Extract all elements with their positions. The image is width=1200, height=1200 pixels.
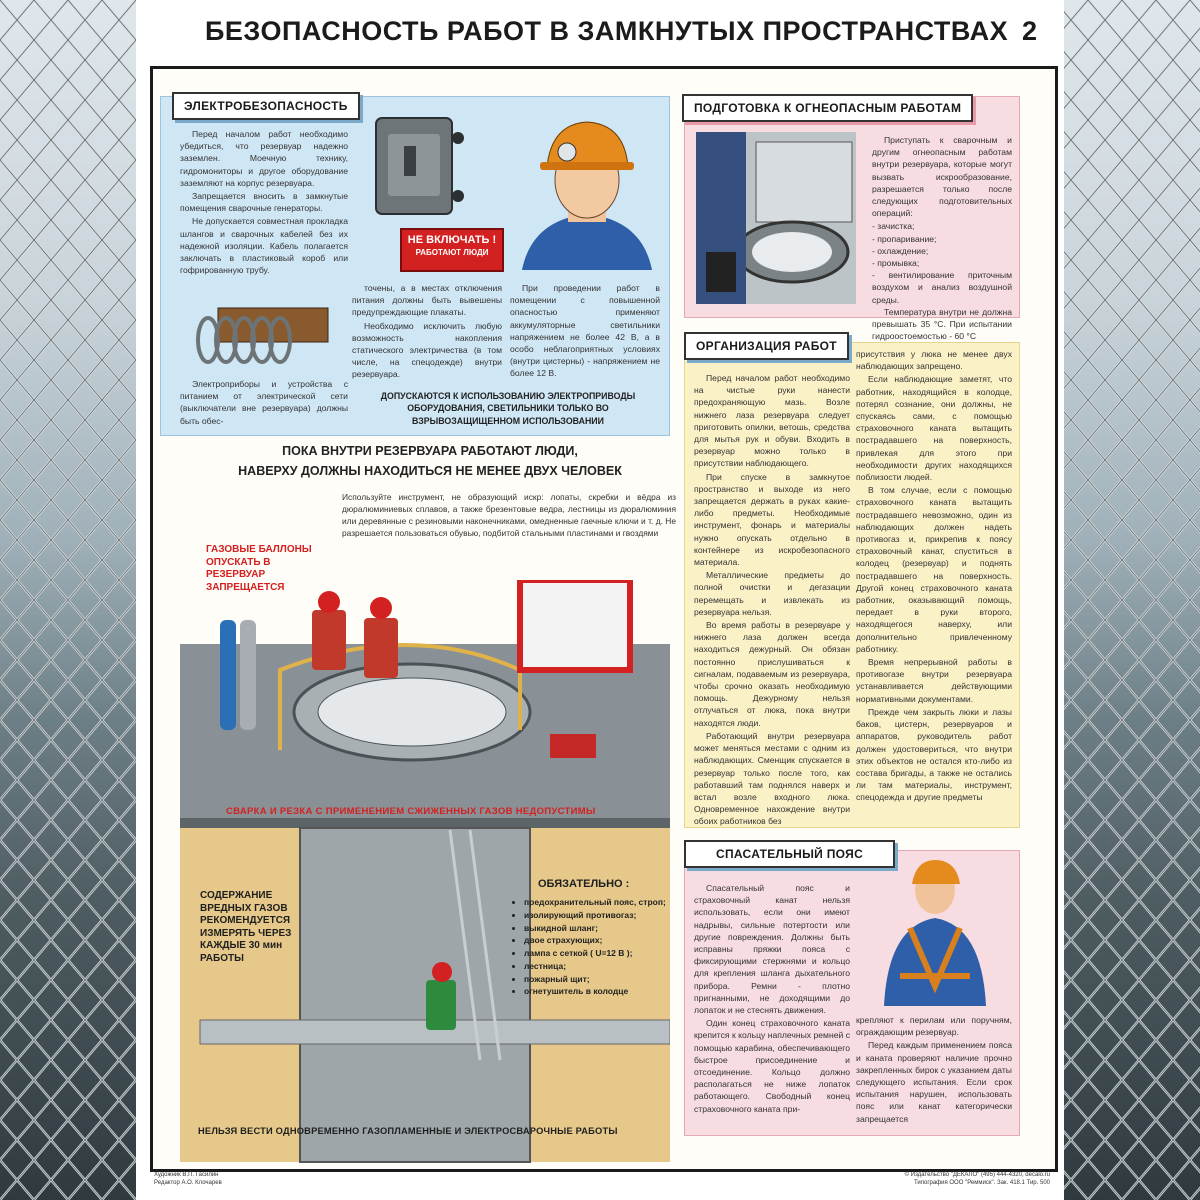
mandatory-item: • двое страхующих;	[524, 934, 674, 947]
mandatory-title: ОБЯЗАТЕЛЬНО :	[538, 878, 630, 890]
tank-scene-illustration	[180, 580, 670, 1170]
mandatory-item: • лестница;	[524, 960, 674, 973]
electro-text-2	[180, 378, 348, 428]
mandatory-item: • лампа с сеткой ( U=12 В );	[524, 947, 674, 960]
mandatory-item: • изолирующий противогаз;	[524, 909, 674, 922]
credits-right	[874, 1172, 1050, 1188]
bottom-warning: НЕЛЬЗЯ ВЕСТИ ОДНОВРЕМЕННО ГАЗОПЛАМЕННЫЕ И ЭЛЕКТРОСВАРОЧНЫЕ РАБОТЫ	[198, 1126, 618, 1136]
fire-item: - пропаривание;	[872, 233, 937, 244]
electro-note: ДОПУСКАЮТСЯ К ИСПОЛЬЗОВАНИЮ ЭЛЕКТРОПРИВОДЫ ОБОРУДОВАНИЯ, СВЕТИЛЬНИКИ ТОЛЬКО ВО ВЗРЫВОЗАЩИЩЕННОМ ИСПОЛЬЗОВАНИИ	[380, 391, 636, 426]
fire-item: - вентилирование приточным воздухом и анализ воздушной среды.	[872, 270, 1012, 305]
org-col2-p: Время непрерывной работы в противогазе внутри резервуара устанавливается действующими нормативными документами.	[856, 657, 1012, 704]
manhole-illustration	[696, 132, 856, 304]
belt-col2-p: Перед каждым применением пояса и каната проверяют наличие прочно закрепленных бирок с указанием даты следующего испытания. Если срок испытания нарушен, использовать пояс или канат категорически запрещается	[856, 1040, 1012, 1124]
worker-helmet-illustration	[512, 110, 662, 270]
fire-item: - охлаждение;	[872, 245, 929, 256]
mandatory-list	[512, 896, 674, 998]
org-col2-p: Если наблюдающие заметят, что работник, находящийся в колодце, потерял сознание, они должны, не спускаясь сами, с помощью страховочного каната вытащить пострадавшего на поверхность, привлекая для этого при необходимости других находящихся поблизости людей.	[856, 374, 1012, 483]
electro-p3: Не допускается совместная прокладка шлангов и сварочных кабелей без их надежной изоляции. Кабель полагается заключать в пластиковый короб или гофрированную трубу.	[180, 216, 348, 276]
tools-text: Используйте инструмент, не образующий искр: лопаты, скребки и вёдра из дюралюминиевых сплавов, а также брезентовые ведра, лестницы из дюралюминия или деревянные с резиновыми наконечниками, омедненные гаечные ключи и т. д. Не разрешается пользоваться обувью, подбитой стальными пластинами и гвоздями	[342, 492, 676, 538]
mandatory-item: • выкидной шланг;	[524, 922, 674, 935]
belt-col2-p: крепляют к перилам или поручням, ограждающим резервуар.	[856, 1015, 1012, 1038]
poster-title: БЕЗОПАСНОСТЬ РАБОТ В ЗАМКНУТЫХ ПРОСТРАНСТВАХ	[205, 16, 1009, 46]
org-col1-p: Металлические предметы до полной очистки и дегазации перемещать и извлекать из резервуара нельзя.	[694, 570, 850, 617]
gas-measure-note: СОДЕРЖАНИЕ ВРЕДНЫХ ГАЗОВ РЕКОМЕНДУЕТСЯ ИЗМЕРЯТЬ ЧЕРЕЗ КАЖДЫЕ 30 мин РАБОТЫ	[200, 890, 292, 964]
page-number: 2	[1022, 16, 1038, 46]
credit-printer: Типография ООО "Реммиск". Зак. 418.1 Тир. 500	[913, 1179, 1050, 1186]
weld-warning: СВАРКА И РЕЗКА С ПРИМЕНЕНИЕМ СЖИЖЕННЫХ ГАЗОВ НЕДОПУСТИМЫ	[226, 806, 596, 817]
sign-line-2: РАБОТАЮТ ЛЮДИ	[415, 248, 489, 257]
credit-publisher: © Издательство "ДЕКАЛО" (495) 444-4320, decalo.ru	[904, 1172, 1050, 1178]
headline-line-2: НАВЕРХУ ДОЛЖНЫ НАХОДИТЬСЯ НЕ МЕНЕЕ ДВУХ ЧЕЛОВЕК	[238, 464, 622, 478]
belt-header: СПАСАТЕЛЬНЫЙ ПОЯС	[684, 840, 895, 868]
org-col1-p: Работающий внутри резервуара может меняться местами с одним из наблюдающих. Сменщик спускается в резервуар только после того, как работавший там поднялся наверх и встал возле входного люка. Одновременное нахождение внутри обоих работников без	[694, 730, 850, 827]
mandatory-item: • огнетушитель в колодце	[524, 985, 674, 998]
credits-left	[154, 1172, 222, 1188]
electro-p7: При проведении работ в помещении с повышенной опасностью применяют аккумуляторные светильники напряжением не более 42 В, а в особо неблагоприятных условиях (внутри цистерны) - напряжением не более 12 В.	[510, 283, 660, 379]
org-col2-p: Прежде чем закрыть люки и лазы баков, цистерн, резервуаров и аппаратов, руководитель работ должен удостовериться, что внутри этих объектов не остался кто-либо из состава бригады, а также не остались ли там материалы, инструмент, спецодежда и другие предметы	[856, 706, 1012, 803]
org-header: ОРГАНИЗАЦИЯ РАБОТ	[684, 332, 849, 360]
credit-editor: Редактор А.О. Клочарев	[154, 1179, 222, 1186]
headline-line-1: ПОКА ВНУТРИ РЕЗЕРВУАРА РАБОТАЮТ ЛЮДИ,	[282, 444, 578, 458]
fire-item: - зачистка;	[872, 221, 915, 232]
fire-item: - промывка;	[872, 258, 920, 269]
fire-text	[872, 134, 1012, 343]
mandatory-item: • предохранительный пояс, строп;	[524, 896, 674, 909]
electro-text-3	[352, 282, 502, 382]
fire-header: ПОДГОТОВКА К ОГНЕОПАСНЫМ РАБОТАМ	[682, 94, 973, 122]
belt-col1-p: Спасательный пояс и страховочный канат нельзя использовать, если они имеют надрывы, сильные потертости или другие повреждения. Должны быть исправны пряжки пояса с фиксирующими стержнями и кольцо для крепления шланга дыхательного прибора. Ремни - плотно пригнанными, не доходящими до лопаток и не стеснять движения.	[694, 883, 850, 1016]
belt-col1-p: Один конец страховочного каната крепится к кольцу наплечных ремней с помощью карабина, обеспечивающего быстрое присоединение и отсоединение. Кольцо должно располагаться не ниже лопаток работающего. Свободный конец страховочного каната при-	[694, 1018, 850, 1114]
fire-outro: Температура внутри не должна превышать 35 °С. При испытании гидроостоемостью - 60 °С	[872, 306, 1012, 342]
do-not-switch-sign	[400, 228, 504, 272]
electro-p4: Электроприборы и устройства с питанием от электрической сети (выключатели вне резервуара) должны быть обес-	[180, 379, 348, 426]
org-col2-p: В том случае, если с помощью страховочного каната вытащить пострадавшего невозможно, один из наблюдающих должен надеть противогаз и, прикрепив к поясу страховочный канат, спуститься в колодец (резервуар) и поднять пострадавшего на поверхность. Другой конец страховочного каната работник, оказывающий помощь, передает в руки второго, находящегося наверху, или дополнительно привлеченному работнику.	[856, 485, 1012, 654]
org-col-1	[694, 372, 850, 829]
electro-p5: точены, а в местах отключения питания должны быть вывешены предупреждающие плакаты.	[352, 283, 502, 318]
electro-text-4	[510, 282, 660, 381]
belt-col-1	[694, 882, 850, 1116]
org-col1-p: Перед началом работ необходимо на чистые руки нанести предохраняющую мазь. Возле нижнего лаза резервуара следует приготовить опилки, ветошь, средства для мытья рук и обуви. Входить в резервуар можно только в присутствии наблюдающего.	[694, 373, 850, 469]
fire-intro: Приступать к сварочным и другим огнеопасным работам внутри резервуара, которые могут вызвать искрообразование, разрешается только после следующих подготовительных операций:	[872, 135, 1012, 219]
org-col2-p: присутствия у люка не менее двух наблюдающих запрещено.	[856, 349, 1012, 372]
electro-header: ЭЛЕКТРОБЕЗОПАСНОСТЬ	[172, 92, 360, 120]
electro-p6: Необходимо исключить любую возможность накопления статического электричества (в том числе, на спецодежде) внутри резервуара.	[352, 320, 502, 380]
cable-illustration	[188, 306, 338, 370]
org-col1-p: Во время работы в резервуаре у нижнего лаза должен всегда находиться дежурный. Он обязан постоянно прислушиваться к сигналам, подаваемым из резервуара, чтобы срочно оказать необходимую помощь. Дежурному нельзя отлучаться от люка, пока внутри находятся люди.	[694, 620, 850, 728]
harness-worker-illustration	[880, 856, 990, 1006]
belt-col-2	[856, 1014, 1012, 1126]
credit-artist: Художник В.П. Гасилин	[154, 1172, 219, 1178]
mandatory-item: • пожарный щит;	[524, 973, 674, 986]
electro-p2: Запрещается вносить в замкнутые помещения сварочные генераторы.	[180, 191, 348, 214]
switch-box-illustration	[370, 110, 470, 220]
electro-text-1	[180, 128, 348, 277]
org-col-2	[856, 348, 1012, 805]
electro-p1: Перед началом работ необходимо убедиться, что резервуар надежно заземлен. Моечную технику, гидромониторы и другое оборудование заземляют на корпус резервуара.	[180, 129, 348, 188]
sign-line-1: НЕ ВКЛЮЧАТЬ !	[407, 234, 497, 246]
org-col1-p: При спуске в замкнутое пространство и выходе из него запрещается держать в руках какие-либо предметы. Необходимые инструмент, фонарь и материалы нужно опускать отдельно в контейнере из искробезопасного материала.	[694, 471, 850, 568]
gas-cylinder-warning: ГАЗОВЫЕ БАЛЛОНЫ ОПУСКАТЬ В РЕЗЕРВУАР ЗАПРЕЩАЕТСЯ	[206, 544, 312, 593]
